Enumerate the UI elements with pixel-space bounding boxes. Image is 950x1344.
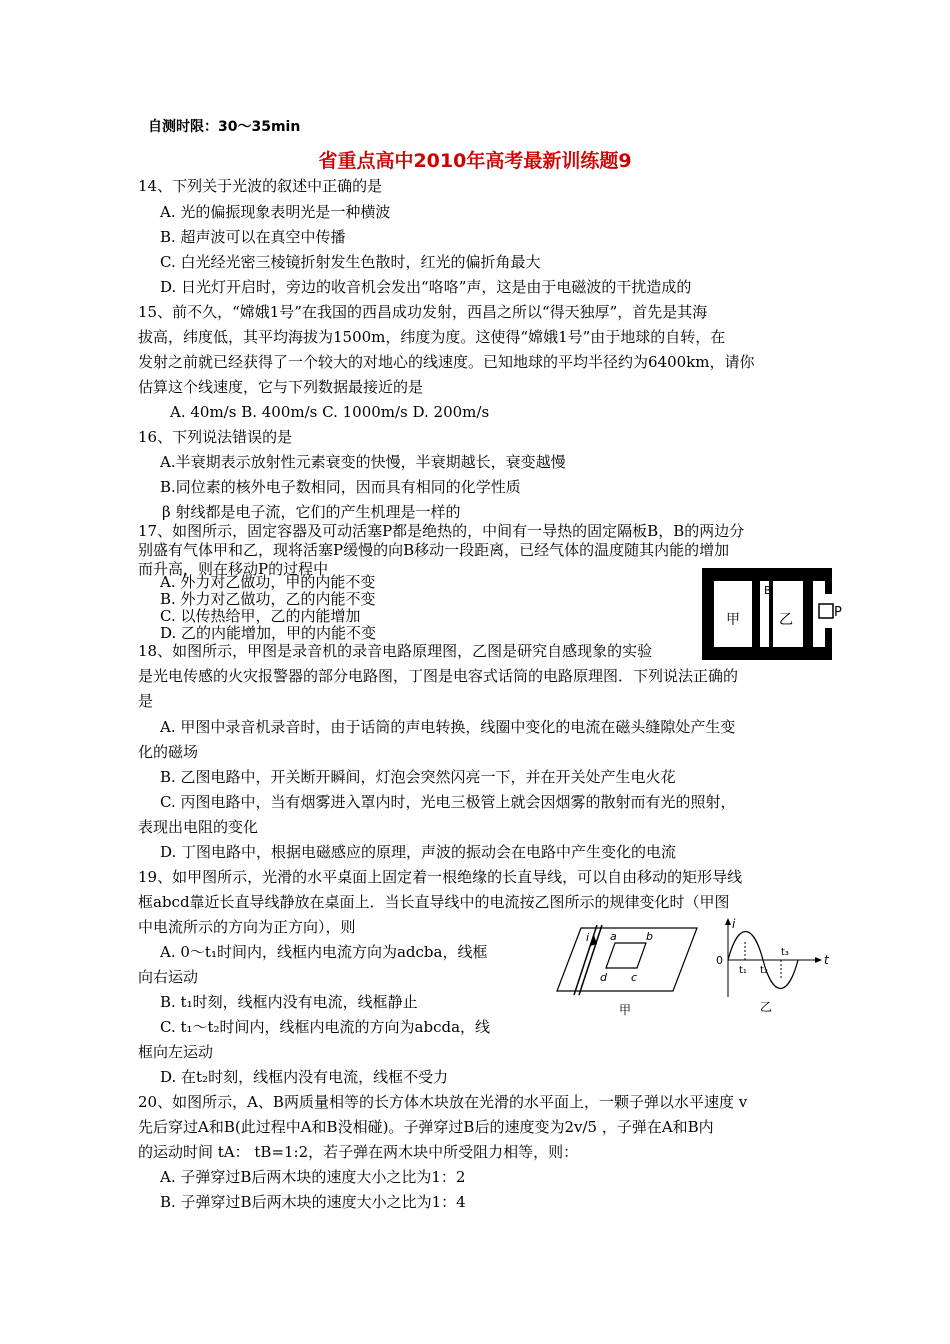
- label-i-axis: i: [732, 917, 736, 931]
- text-line: C. 以传热给甲，乙的内能增加: [160, 607, 361, 625]
- text-line: D. 丁图电路中，根据电磁感应的原理，声波的振动会在电路中产生变化的电流: [160, 843, 677, 861]
- text-line: A. 子弹穿过B后两木块的速度大小之比为1：2: [160, 1168, 466, 1186]
- text-line: 先后穿过A和B(此过程中A和B没相碰)。子弹穿过B后的速度变为2v/5 ，子弹在A和B内: [138, 1118, 714, 1136]
- label-i-wire: i: [586, 931, 590, 944]
- label-yi: 乙: [779, 612, 793, 628]
- text-line: 发射之前就已经获得了一个较大的对地心的线速度。已知地球的平均半径约为6400km，请你: [138, 353, 755, 371]
- text-line: 估算这个线速度，它与下列数据最接近的是: [138, 378, 424, 396]
- label-d: d: [600, 971, 607, 984]
- text-line: 中电流所示的方向为正方向），则: [138, 918, 356, 936]
- text-line: D. 在t₂时刻，线框内没有电流，线框不受力: [160, 1068, 449, 1086]
- text-line: 17、如图所示，固定容器及可动活塞P都是绝热的，中间有一导热的固定隔板B，B的两边分: [138, 522, 745, 540]
- label-t1: t₁: [739, 965, 747, 976]
- text-line: 15、前不久，“嫦娥1号”在我国的西昌成功发射，西昌之所以“得天独厚”，首先是其海: [138, 303, 708, 321]
- text-line: 框abcd靠近长直导线静放在桌面上．当长直导线中的电流按乙图所示的规律变化时（甲图: [138, 893, 730, 911]
- text-line: 的运动时间 tA： tB=1:2，若子弹在两木块中所受阻力相等，则：: [138, 1143, 579, 1161]
- text-line: D. 日光灯开启时，旁边的收音机会发出“咯咯”声，这是由于电磁波的干扰造成的: [160, 278, 692, 296]
- label-partition-b: B: [764, 584, 772, 597]
- text-line: 而升高，则在移动P的过程中: [138, 560, 329, 578]
- text-line: 是: [138, 692, 154, 710]
- time-limit-header: 自测时限：30～35min: [148, 119, 301, 135]
- text-line: A. 甲图中录音机录音时，由于话筒的声电转换，线圈中变化的电流在磁头缝隙处产生变: [160, 718, 736, 736]
- label-t-axis: t: [824, 953, 829, 967]
- caption-jia: 甲: [619, 1003, 632, 1017]
- figure-q17-container: [702, 568, 842, 660]
- text-line: C. 白光经光密三棱镜折射发生色散时，红光的偏折角最大: [160, 253, 541, 271]
- text-line: 16、下列说法错误的是: [138, 428, 293, 446]
- text-line: 20、如图所示，A、B两质量相等的长方体木块放在光滑的水平面上，一颗子弹以水平速度 v: [138, 1093, 748, 1111]
- text-line: B. t₁时刻，线框内没有电流，线框静止: [160, 993, 418, 1011]
- label-t3: t₃: [781, 947, 789, 958]
- page-title: 省重点高中2010年高考最新训练题9: [318, 150, 632, 172]
- text-line: B.同位素的核外电子数相同，因而具有相同的化学性质: [160, 478, 521, 496]
- text-line: A. 外力对乙做功，甲的内能不变: [160, 573, 376, 591]
- label-origin: 0: [716, 954, 723, 967]
- text-line: 拔高，纬度低，其平均海拔为1500m，纬度为度。这使得“嫦娥1号”由于地球的自转，在: [138, 328, 726, 346]
- text-line: A. 40m/s B. 400m/s C. 1000m/s D. 200m/s: [170, 403, 490, 421]
- text-line: B. 超声波可以在真空中传播: [160, 228, 346, 246]
- text-line: 18、如图所示，甲图是录音机的录音电路原理图，乙图是研究自感现象的实验: [138, 642, 653, 660]
- text-line: C. 丙图电路中，当有烟雾进入罩内时，光电三极管上就会因烟雾的散射而有光的照射，: [160, 793, 736, 811]
- text-line: 化的磁场: [138, 743, 199, 761]
- text-line: B. 乙图电路中，开关断开瞬间，灯泡会突然闪亮一下，并在开关处产生电火花: [160, 768, 676, 786]
- figure-q19-jia: [553, 925, 703, 1020]
- label-t2: t₂: [760, 965, 768, 976]
- text-line: 表现出电阻的变化: [138, 818, 259, 836]
- caption-yi: 乙: [760, 1000, 773, 1014]
- text-line: D. 乙的内能增加，甲的内能不变: [160, 624, 377, 642]
- text-line: A. 0～t₁时间内，线框内电流方向为adcba，线框: [160, 943, 488, 961]
- text-line: 14、下列关于光波的叙述中正确的是: [138, 177, 383, 195]
- label-jia: 甲: [726, 612, 740, 628]
- label-piston-p: P: [834, 605, 842, 620]
- text-line: A.半衰期表示放射性元素衰变的快慢，半衰期越长，衰变越慢: [160, 453, 566, 471]
- text-line: B. 子弹穿过B后两木块的速度大小之比为1：4: [160, 1193, 466, 1211]
- text-line: β 射线都是电子流，它们的产生机理是一样的: [162, 503, 461, 521]
- text-line: C. t₁～t₂时间内，线框内电流的方向为abcda，线: [160, 1018, 491, 1036]
- text-line: 是光电传感的火灾报警器的部分电路图，丁图是电容式话筒的电路原理图．下列说法正确的: [138, 667, 739, 685]
- figure-q19-yi: [708, 912, 838, 1022]
- text-line: 别盛有气体甲和乙，现将活塞P缓慢的向B移动一段距离，已经气体的温度随其内能的增加: [138, 541, 730, 559]
- label-a: a: [610, 930, 617, 943]
- label-c: c: [631, 971, 638, 984]
- text-line: B. 外力对乙做功，乙的内能不变: [160, 590, 376, 608]
- text-line: 框向左运动: [138, 1043, 214, 1061]
- text-line: 向右运动: [138, 968, 199, 986]
- text-line: A. 光的偏振现象表明光是一种横波: [160, 203, 391, 221]
- text-line: 19、如甲图所示，光滑的水平桌面上固定着一根绝缘的长直导线，可以自由移动的矩形导线: [138, 868, 743, 886]
- label-b: b: [646, 930, 653, 943]
